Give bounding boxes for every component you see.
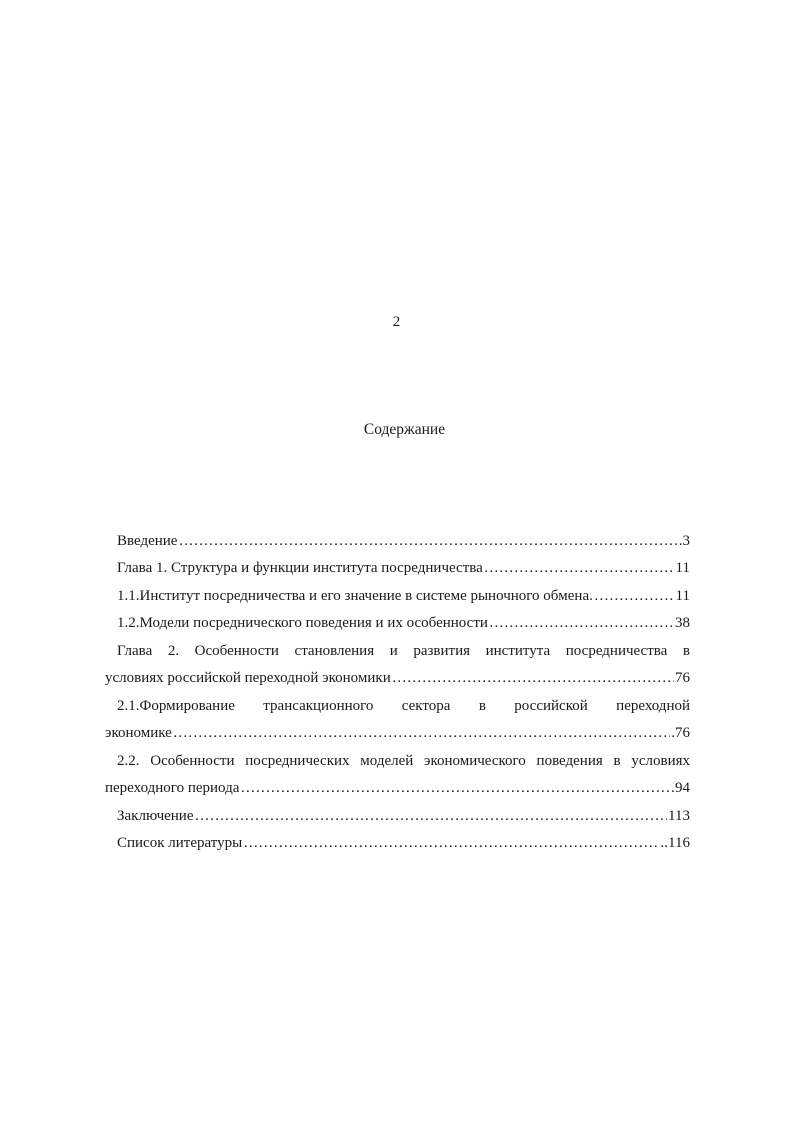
leader-dots bbox=[173, 723, 670, 743]
toc-entry-text: Глава 1. Структура и функции института посредничества bbox=[117, 560, 483, 576]
toc-entry-text: Введение bbox=[117, 533, 178, 549]
page-number: 2 bbox=[392, 314, 401, 330]
toc-entry-1-1 bbox=[117, 586, 690, 606]
toc-entry-conclusion bbox=[117, 806, 690, 826]
toc-entry-page: 94 bbox=[675, 780, 690, 796]
toc-entry-page: 113 bbox=[668, 808, 690, 824]
toc-entry-text: Заключение bbox=[117, 808, 194, 824]
toc-entry-bibliography bbox=[117, 833, 690, 853]
toc-entry-text: 1.1.Институт посредничества и его значение в системе рыночного обмена. bbox=[117, 588, 593, 604]
page-title: Содержание bbox=[363, 421, 446, 438]
leader-dots bbox=[594, 586, 675, 606]
leader-dots bbox=[484, 558, 675, 578]
leader-dots bbox=[240, 778, 674, 798]
toc-entry-page: .3 bbox=[678, 533, 690, 549]
toc-entry-text: переходного периода bbox=[105, 780, 240, 796]
toc-entry-page: 38 bbox=[675, 615, 690, 631]
toc-entry-page: 76 bbox=[675, 670, 690, 686]
leader-dots bbox=[243, 833, 659, 853]
toc-entry-text: экономике bbox=[105, 725, 172, 741]
leader-dots bbox=[489, 613, 674, 633]
toc-entry-page: .76 bbox=[671, 725, 690, 741]
toc-entry-1-2 bbox=[117, 613, 690, 633]
toc-entry-chapter-2-line2 bbox=[105, 668, 690, 688]
toc-entry-2-1-line2 bbox=[105, 723, 690, 743]
toc-entry-introduction bbox=[117, 531, 690, 551]
toc-entry-text: условиях российской переходной экономики bbox=[105, 670, 391, 686]
toc-entry-chapter-2-line1: Глава 2. Особенности становления и развития института посредничества в bbox=[117, 643, 690, 659]
leader-dots bbox=[178, 531, 677, 551]
toc-entry-text: 1.2.Модели посреднического поведения и их особенности bbox=[117, 615, 488, 631]
leader-dots bbox=[392, 668, 674, 688]
toc-entry-page: ..116 bbox=[660, 835, 690, 851]
toc-entry-text: Список литературы bbox=[117, 835, 243, 851]
toc-entry-page: 11 bbox=[675, 560, 690, 576]
toc-entry-2-2-line2 bbox=[105, 778, 690, 798]
toc-entry-page: 11 bbox=[675, 588, 690, 604]
leader-dots bbox=[195, 806, 668, 826]
toc-entry-chapter-1 bbox=[117, 558, 690, 578]
toc-entry-2-2-line1: 2.2. Особенности посреднических моделей экономического поведения в условиях bbox=[117, 753, 690, 769]
toc-entry-2-1-line1: 2.1.Формирование трансакционного сектора в российской переходной bbox=[117, 698, 690, 714]
